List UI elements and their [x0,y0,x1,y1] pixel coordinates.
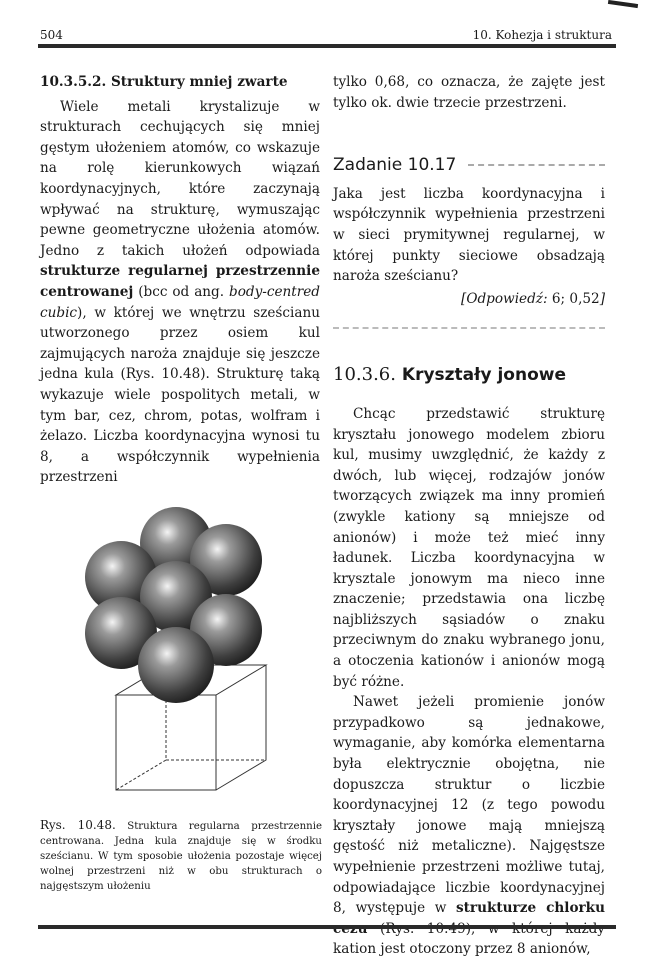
section-title: 10.3.5.2. Struktury mniej zwarte [40,74,288,90]
paragraph-ionic-1: Chcąc przedstawić strukturę kryształu jonowego modelem zbioru kul, musimy uwzględnić, że każdy z dwóch, lub więcej, rodzajów jonów tworzących związek ma inny promień (zwykle kationy są mniejsze od anionów) i może też mieć inny ładunek. Liczba koordynacyjna w krysztale jonowym ma nieco inne znaczenie; przedstawia ona liczbę najbliższych sąsiadów o znaku przeciwnym do znaku wybranego jonu, a otoczenia kationów i anionów mogą być różne. [333,405,605,690]
header-rule [38,44,616,48]
figure-caption: Rys. 10.48. Struktura regularna przestrzennie centrowana. Jedna kula znajduje się w środku sześcianu. W tym sposobie ułożenia pozostaje więcej wolnej przestrzeni niż w obu strukturach o najgęstszym ułożeniu [40,818,322,892]
task-answer: [Odpowiedź: 6; 0,52] [461,290,605,307]
task-rule [333,327,605,329]
task-heading: Zadanie 10.17 [333,155,605,176]
page-number: 504 [40,28,63,42]
continuation-text: tylko 0,68, co oznacza, że zajęte jest tylko ok. dwie trzecie przestrzeni. [333,74,605,111]
footer-rule [38,925,616,929]
section-heading-ionic: 10.3.6. Kryształy jonowe [333,364,566,386]
right-column [333,72,605,960]
chapter-title: 10. Kohezja i struktura [472,28,612,42]
left-column [40,72,320,488]
paragraph-bcc: Wiele metali krystalizuje w strukturach cechujących się mniej gęstym ułożeniem atomów, co wskazuje na rolę kierunkowych wiązań koordynacyjnych, które zaczynają wpływać na strukturę, wymuszając pewne geometryczne ułożenia atomów. Jedno z takich ułożeń odpowiada strukturze regularnej przestrzennie centrowanej (bcc od ang. body-centred cubic), w której we wnętrzu sześcianu utworzonego przez osiem kul zajmujących naroża znajduje się jeszcze jedna kula (Rys. 10.48). Strukturę taką wykazuje wiele pospolitych metali, w tym bar, cez, chrom, potas, wolfram i żelazo. Liczba koordynacyjna wynosi tu 8, a współczynnik wypełnienia przestrzeni [40,98,320,486]
paragraph-ionic-2: Nawet jeżeli promienie jonów przypadkowo są jednakowe, wymaganie, aby komórka elementarna była elektrycznie obojętna, nie dopuszcza struktur o liczbie koordynacyjnej 12 (z tego powodu kryształy jonowe mają mniejszą gęstość niż metaliczne). Najgęstsze wypełnienie przestrzeni możliwe tutaj, odpowiadające liczbie koordynacyjnej 8, występuje w strukturze chlorku kation jest otoczony przez 8 anionów, [333,694,605,958]
task-text: Jaka jest liczba koordynacyjna i współczynnik wypełnienia przestrzeni w sieci prymitywnej regularnej, w której punkty sieciowe obsadzają naroża sześcianu? [333,185,605,285]
corner-mark [608,0,638,8]
bcc-structure-figure [76,505,306,805]
